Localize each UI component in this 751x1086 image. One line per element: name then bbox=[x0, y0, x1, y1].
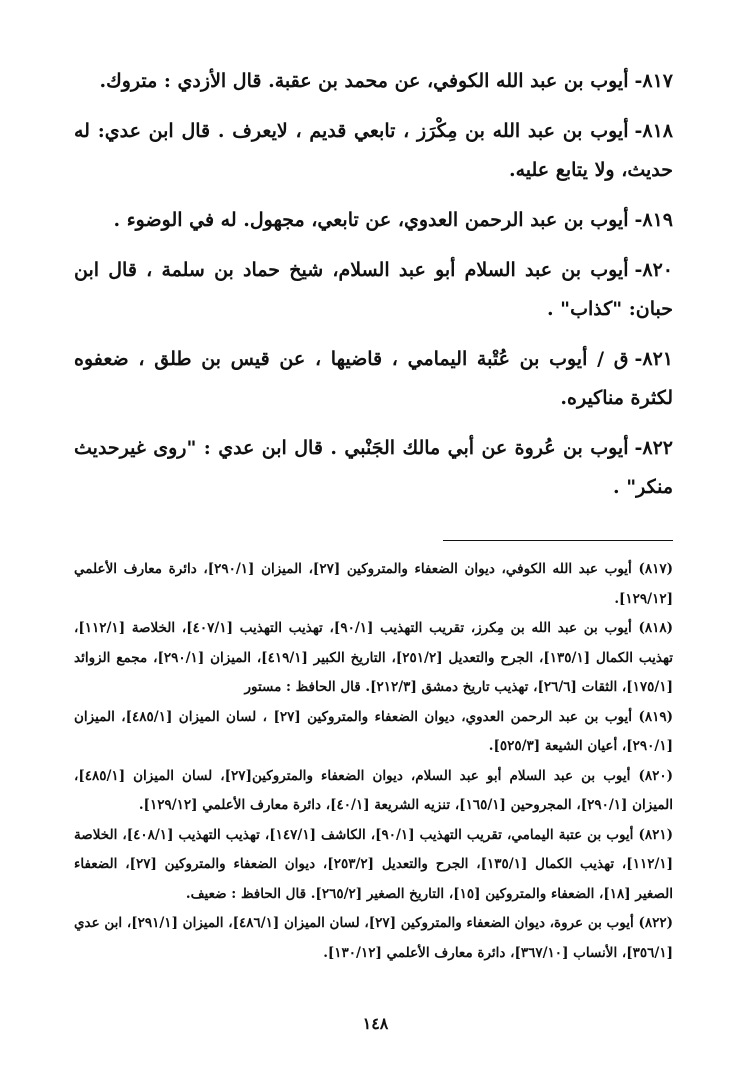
entry-821 bbox=[74, 340, 673, 418]
entry-820 bbox=[74, 251, 673, 329]
footnote-821: (٨٢١) أيوب بن عتبة اليمامي، تقريب التهذيب [٩٠/١]، الكاشف [١٤٧/١]، تهذيب التهذيب [٤٠٨/١]، الخلاصة [١١٢/١]، تهذيب الكمال [١٣٥/١]، الجرح والتعديل [٢٥٣/٢]، ديوان الضعفاء والمتروكين [٢٧]، الضعفاء الصغير [١٨]، الضعفاء والمتروكين [١٥]، التاريخ الصغير [٢٦٥/٢]. قال الحافظ : ضعيف. bbox=[74, 826, 674, 902]
page-number: ١٤٨ bbox=[362, 1014, 389, 1033]
entry-822 bbox=[74, 429, 673, 507]
entry-text: أيوب بن عبد الرحمن العدوي، عن تابعي، مجهول. له في الوضوء . bbox=[113, 209, 629, 231]
footnote-divider bbox=[443, 540, 673, 541]
entry-text: أيوب بن عبد السلام أبو عبد السلام، شيخ حماد بن سلمة ، قال ابن حبان: "كذاب" . bbox=[74, 259, 673, 320]
footnotes bbox=[74, 555, 673, 968]
footnote-divider-wrap bbox=[74, 518, 673, 555]
entry-text: ق / أيوب بن عُتْبة اليمامي ، قاضيها ، عن قيس بن طلق ، ضعفوه لكثرة مناكيره. bbox=[74, 348, 673, 409]
entry-number: ٨١٧- bbox=[634, 70, 673, 92]
entry-text: أيوب بن عبد الله الكوفي، عن محمد بن عقبة. قال الأزدي : متروك. bbox=[99, 70, 629, 92]
footnote-820: (٨٢٠) أيوب بن عبد السلام أبو عبد السلام، ديوان الضعفاء والمتروكين[٢٧]، لسان الميزان [٤٨٥/١]، الميزان [٢٩٠/١]، المجروحين [١٦٥/١]، تنزيه الشريعة [٤٠/١]، دائرة معارف الأعلمي [١٢٩/١٢]. bbox=[74, 767, 674, 813]
entry-number: ٨١٨- bbox=[634, 120, 673, 142]
entry-number: ٨٢٢- bbox=[634, 437, 673, 459]
entry-817 bbox=[74, 62, 673, 101]
entry-text: أيوب بن عُروة عن أبي مالك الجَنْبي . قال ابن عدي : "روى غيرحديث منكر" . bbox=[74, 437, 673, 498]
entry-text: أيوب بن عبد الله بن مِكْرَز ، تابعي قديم ، لايعرف . قال ابن عدي: له حديث، ولا يتابع عليه. bbox=[74, 120, 673, 181]
entry-number: ٨٢١- bbox=[634, 348, 673, 370]
footnote-819: (٨١٩) أيوب بن عبد الرحمن العدوي، ديوان الضعفاء والمتروكين [٢٧] ، لسان الميزان [٤٨٥/١]، الميزان [٢٩٠/١]، أعيان الشيعة [٥٢٥/٣]. bbox=[74, 708, 673, 754]
main-entries bbox=[74, 62, 673, 507]
footnote-817: (٨١٧) أيوب عبد الله الكوفي، ديوان الضعفاء والمتروكين [٢٧]، الميزان [٢٩٠/١]، دائرة معارف الأعلمي [١٢٩/١٢]. bbox=[74, 561, 673, 607]
entry-818 bbox=[74, 112, 673, 190]
entry-number: ٨١٩- bbox=[634, 209, 673, 231]
footnote-818: (٨١٨) أيوب بن عبد الله بن مِكرز، تقريب التهذيب [٩٠/١]، تهذيب التهذيب [٤٠٧/١]، الخلاصة [١١٢/١]، تهذيب الكمال [١٣٥/١]، الجرح والتعديل [٢٥١/٢]، التاريخ الكبير [٤١٩/١]، الميزان [٢٩٠/١]، مجمع الزوائد [١٧٥/١]، الثقات [٢٦/٦]، تهذيب تاريخ دمشق [٢١٢/٣]. قال الحافظ : مستور bbox=[74, 620, 673, 695]
entry-819 bbox=[74, 201, 673, 240]
footnote-822: (٨٢٢) أيوب بن عروة، ديوان الضعفاء والمتروكين [٢٧]، لسان الميزان [٤٨٦/١]، الميزان [٢٩١/١]، ابن عدي [٣٥٦/١]، الأنساب [٣٦٧/١٠]، دائرة معارف الأعلمي [١٣٠/١٢]. bbox=[73, 915, 673, 961]
entry-number: ٨٢٠- bbox=[634, 259, 673, 281]
